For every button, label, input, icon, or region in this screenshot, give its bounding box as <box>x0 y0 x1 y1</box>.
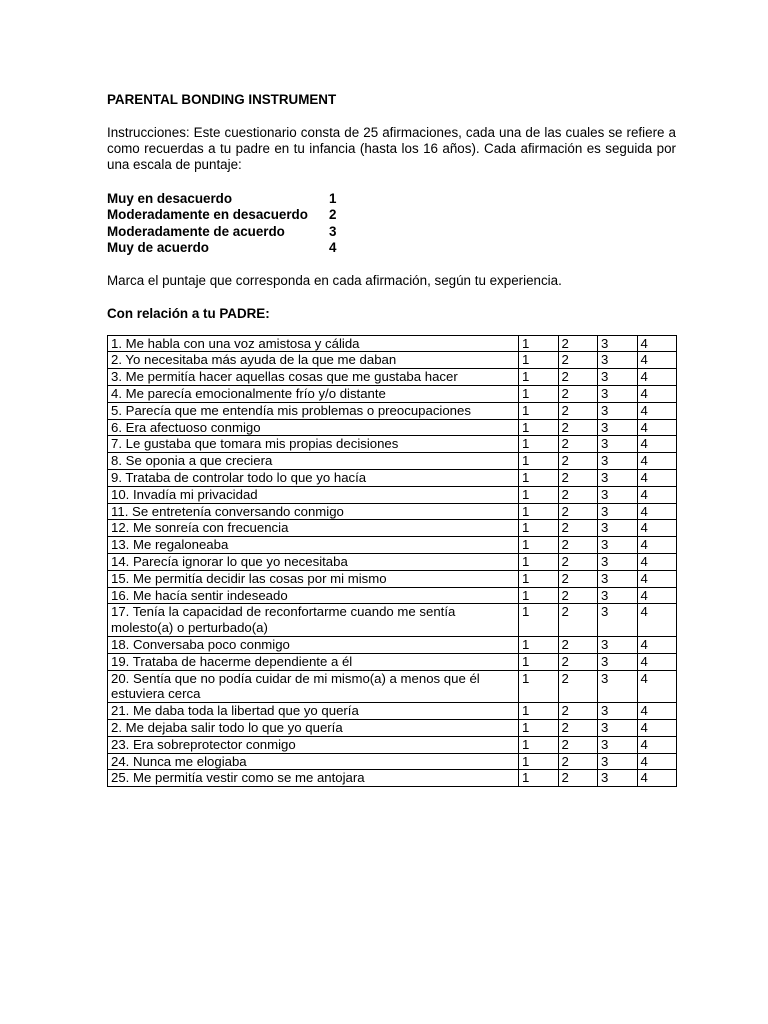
score-option-2[interactable]: 2 <box>558 352 598 369</box>
document-page <box>107 92 676 787</box>
score-option-2[interactable]: 2 <box>558 636 598 653</box>
score-option-1[interactable]: 1 <box>519 486 559 503</box>
item-statement: 19. Trataba de hacerme dependiente a él <box>108 653 519 670</box>
item-statement: 5. Parecía que me entendía mis problemas o preocupaciones <box>108 402 519 419</box>
scale-value: 3 <box>329 223 337 239</box>
score-option-4[interactable]: 4 <box>637 402 677 419</box>
score-option-1[interactable]: 1 <box>519 469 559 486</box>
score-option-4[interactable]: 4 <box>637 352 677 369</box>
table-row <box>108 335 677 352</box>
score-option-4[interactable]: 4 <box>637 587 677 604</box>
score-option-3[interactable]: 3 <box>598 653 638 670</box>
table-row <box>108 636 677 653</box>
item-statement: 6. Era afectuoso conmigo <box>108 419 519 436</box>
score-option-4[interactable]: 4 <box>637 636 677 653</box>
score-option-4[interactable]: 4 <box>637 503 677 520</box>
score-option-1[interactable]: 1 <box>519 753 559 770</box>
score-option-1[interactable]: 1 <box>519 503 559 520</box>
score-option-1[interactable]: 1 <box>519 453 559 470</box>
score-option-2[interactable]: 2 <box>558 402 598 419</box>
mark-instruction: Marca el puntaje que corresponda en cada afirmación, según tu experiencia. <box>107 272 562 288</box>
score-option-4[interactable]: 4 <box>637 770 677 787</box>
score-option-2[interactable]: 2 <box>558 335 598 352</box>
document-title: PARENTAL BONDING INSTRUMENT <box>107 92 337 107</box>
score-option-2[interactable]: 2 <box>558 537 598 554</box>
table-row <box>108 436 677 453</box>
score-option-1[interactable]: 1 <box>519 604 559 637</box>
score-option-1[interactable]: 1 <box>519 402 559 419</box>
score-option-1[interactable]: 1 <box>519 719 559 736</box>
score-option-3[interactable]: 3 <box>598 719 638 736</box>
score-option-2[interactable]: 2 <box>558 587 598 604</box>
table-row <box>108 653 677 670</box>
score-option-1[interactable]: 1 <box>519 520 559 537</box>
score-option-2[interactable]: 2 <box>558 520 598 537</box>
score-option-4[interactable]: 4 <box>637 436 677 453</box>
score-option-1[interactable]: 1 <box>519 636 559 653</box>
score-option-3[interactable]: 3 <box>598 369 638 386</box>
score-option-3[interactable]: 3 <box>598 486 638 503</box>
table-row <box>108 604 677 637</box>
table-row <box>108 486 677 503</box>
score-option-2[interactable]: 2 <box>558 369 598 386</box>
score-option-1[interactable]: 1 <box>519 703 559 720</box>
item-statement: 3. Me permitía hacer aquellas cosas que me gustaba hacer <box>108 369 519 386</box>
scale-value: 1 <box>329 190 337 206</box>
score-option-3[interactable]: 3 <box>598 453 638 470</box>
score-option-3[interactable]: 3 <box>598 436 638 453</box>
table-row <box>108 570 677 587</box>
score-option-2[interactable]: 2 <box>558 604 598 637</box>
table-row <box>108 520 677 537</box>
item-statement: 20. Sentía que no podía cuidar de mi mismo(a) a menos que él estuviera cerca <box>108 670 519 703</box>
table-row <box>108 770 677 787</box>
score-option-4[interactable]: 4 <box>637 703 677 720</box>
score-option-2[interactable]: 2 <box>558 719 598 736</box>
item-statement: 24. Nunca me elogiaba <box>108 753 519 770</box>
score-option-1[interactable]: 1 <box>519 386 559 403</box>
table-row <box>108 352 677 369</box>
item-statement: 25. Me permitía vestir como se me antojara <box>108 770 519 787</box>
item-statement: 12. Me sonreía con frecuencia <box>108 520 519 537</box>
score-option-3[interactable]: 3 <box>598 753 638 770</box>
score-option-3[interactable]: 3 <box>598 736 638 753</box>
score-option-2[interactable]: 2 <box>558 753 598 770</box>
score-option-1[interactable]: 1 <box>519 553 559 570</box>
score-option-2[interactable]: 2 <box>558 453 598 470</box>
score-option-1[interactable]: 1 <box>519 770 559 787</box>
item-statement: 11. Se entretenía conversando conmigo <box>108 503 519 520</box>
score-option-3[interactable]: 3 <box>598 402 638 419</box>
score-option-4[interactable]: 4 <box>637 453 677 470</box>
item-statement: 4. Me parecía emocionalmente frío y/o distante <box>108 386 519 403</box>
score-option-2[interactable]: 2 <box>558 386 598 403</box>
table-row <box>108 736 677 753</box>
scale-row <box>107 240 676 257</box>
score-option-1[interactable]: 1 <box>519 352 559 369</box>
score-option-4[interactable]: 4 <box>637 736 677 753</box>
item-statement: 23. Era sobreprotector conmigo <box>108 736 519 753</box>
item-statement: 1. Me habla con una voz amistosa y cálida <box>108 335 519 352</box>
item-statement: 2. Me dejaba salir todo lo que yo quería <box>108 719 519 736</box>
table-row <box>108 670 677 703</box>
scale-row <box>107 207 676 224</box>
score-option-2[interactable]: 2 <box>558 703 598 720</box>
item-statement: 16. Me hacía sentir indeseado <box>108 587 519 604</box>
score-option-4[interactable]: 4 <box>637 486 677 503</box>
item-statement: 18. Conversaba poco conmigo <box>108 636 519 653</box>
scale-value: 2 <box>329 207 337 223</box>
score-option-2[interactable]: 2 <box>558 653 598 670</box>
scale-label: Moderadamente en desacuerdo <box>107 207 308 223</box>
score-option-2[interactable]: 2 <box>558 503 598 520</box>
table-row <box>108 386 677 403</box>
item-statement: 10. Invadía mi privacidad <box>108 486 519 503</box>
scale-label: Muy de acuerdo <box>107 240 209 256</box>
score-option-3[interactable]: 3 <box>598 553 638 570</box>
score-option-3[interactable]: 3 <box>598 587 638 604</box>
table-row <box>108 453 677 470</box>
score-option-1[interactable]: 1 <box>519 537 559 554</box>
score-option-3[interactable]: 3 <box>598 503 638 520</box>
questionnaire-table <box>107 335 677 788</box>
table-row <box>108 553 677 570</box>
score-option-4[interactable]: 4 <box>637 553 677 570</box>
score-option-3[interactable]: 3 <box>598 386 638 403</box>
score-option-4[interactable]: 4 <box>637 670 677 703</box>
item-statement: 15. Me permitía decidir las cosas por mi mismo <box>108 570 519 587</box>
scale-label: Muy en desacuerdo <box>107 190 233 206</box>
score-option-4[interactable]: 4 <box>637 369 677 386</box>
table-row <box>108 537 677 554</box>
section-title: Con relación a tu PADRE: <box>107 305 270 321</box>
score-option-2[interactable]: 2 <box>558 436 598 453</box>
score-option-3[interactable]: 3 <box>598 670 638 703</box>
table-row <box>108 419 677 436</box>
score-option-1[interactable]: 1 <box>519 670 559 703</box>
score-option-3[interactable]: 3 <box>598 520 638 537</box>
score-option-1[interactable]: 1 <box>519 369 559 386</box>
scale-value: 4 <box>329 240 337 256</box>
table-row <box>108 753 677 770</box>
score-option-2[interactable]: 2 <box>558 670 598 703</box>
score-option-4[interactable]: 4 <box>637 386 677 403</box>
item-statement: 14. Parecía ignorar lo que yo necesitaba <box>108 553 519 570</box>
score-option-4[interactable]: 4 <box>637 653 677 670</box>
scale-row <box>107 224 676 241</box>
score-option-3[interactable]: 3 <box>598 636 638 653</box>
score-option-3[interactable]: 3 <box>598 419 638 436</box>
score-option-1[interactable]: 1 <box>519 419 559 436</box>
instructions-paragraph: Instrucciones: Este cuestionario consta de 25 afirmaciones, cada una de las cuales se refiere a como recuerdas a tu padre en tu infancia (hasta los 16 años). Cada afirmación es seguida por una escala de puntaje: <box>107 125 676 173</box>
score-option-2[interactable]: 2 <box>558 469 598 486</box>
score-option-1[interactable]: 1 <box>519 587 559 604</box>
item-statement: 17. Tenía la capacidad de reconfortarme cuando me sentía molesto(a) o perturbado(a) <box>108 604 519 637</box>
questionnaire-body <box>108 335 677 787</box>
table-row <box>108 719 677 736</box>
score-option-4[interactable]: 4 <box>637 604 677 637</box>
score-option-4[interactable]: 4 <box>637 419 677 436</box>
item-statement: 13. Me regaloneaba <box>108 537 519 554</box>
score-option-3[interactable]: 3 <box>598 335 638 352</box>
score-option-1[interactable]: 1 <box>519 653 559 670</box>
score-option-4[interactable]: 4 <box>637 469 677 486</box>
table-row <box>108 503 677 520</box>
score-option-1[interactable]: 1 <box>519 736 559 753</box>
score-option-4[interactable]: 4 <box>637 753 677 770</box>
table-row <box>108 402 677 419</box>
score-option-2[interactable]: 2 <box>558 486 598 503</box>
score-option-3[interactable]: 3 <box>598 703 638 720</box>
score-option-3[interactable]: 3 <box>598 469 638 486</box>
score-option-4[interactable]: 4 <box>637 537 677 554</box>
score-option-2[interactable]: 2 <box>558 570 598 587</box>
scale-row <box>107 191 676 208</box>
item-statement: 8. Se oponia a que creciera <box>108 453 519 470</box>
item-statement: 7. Le gustaba que tomara mis propias decisiones <box>108 436 519 453</box>
score-option-1[interactable]: 1 <box>519 570 559 587</box>
score-option-4[interactable]: 4 <box>637 719 677 736</box>
score-option-3[interactable]: 3 <box>598 537 638 554</box>
score-option-2[interactable]: 2 <box>558 553 598 570</box>
score-option-1[interactable]: 1 <box>519 335 559 352</box>
item-statement: 2. Yo necesitaba más ayuda de la que me daban <box>108 352 519 369</box>
score-option-3[interactable]: 3 <box>598 352 638 369</box>
scale-label: Moderadamente de acuerdo <box>107 223 285 239</box>
table-row <box>108 587 677 604</box>
score-option-2[interactable]: 2 <box>558 736 598 753</box>
score-option-2[interactable]: 2 <box>558 419 598 436</box>
table-row <box>108 469 677 486</box>
score-option-3[interactable]: 3 <box>598 604 638 637</box>
item-statement: 21. Me daba toda la libertad que yo quería <box>108 703 519 720</box>
score-option-2[interactable]: 2 <box>558 770 598 787</box>
score-option-4[interactable]: 4 <box>637 335 677 352</box>
score-option-4[interactable]: 4 <box>637 570 677 587</box>
score-scale <box>107 191 676 257</box>
score-option-3[interactable]: 3 <box>598 570 638 587</box>
score-option-4[interactable]: 4 <box>637 520 677 537</box>
item-statement: 9. Trataba de controlar todo lo que yo hacía <box>108 469 519 486</box>
table-row <box>108 369 677 386</box>
table-row <box>108 703 677 720</box>
score-option-1[interactable]: 1 <box>519 436 559 453</box>
score-option-3[interactable]: 3 <box>598 770 638 787</box>
